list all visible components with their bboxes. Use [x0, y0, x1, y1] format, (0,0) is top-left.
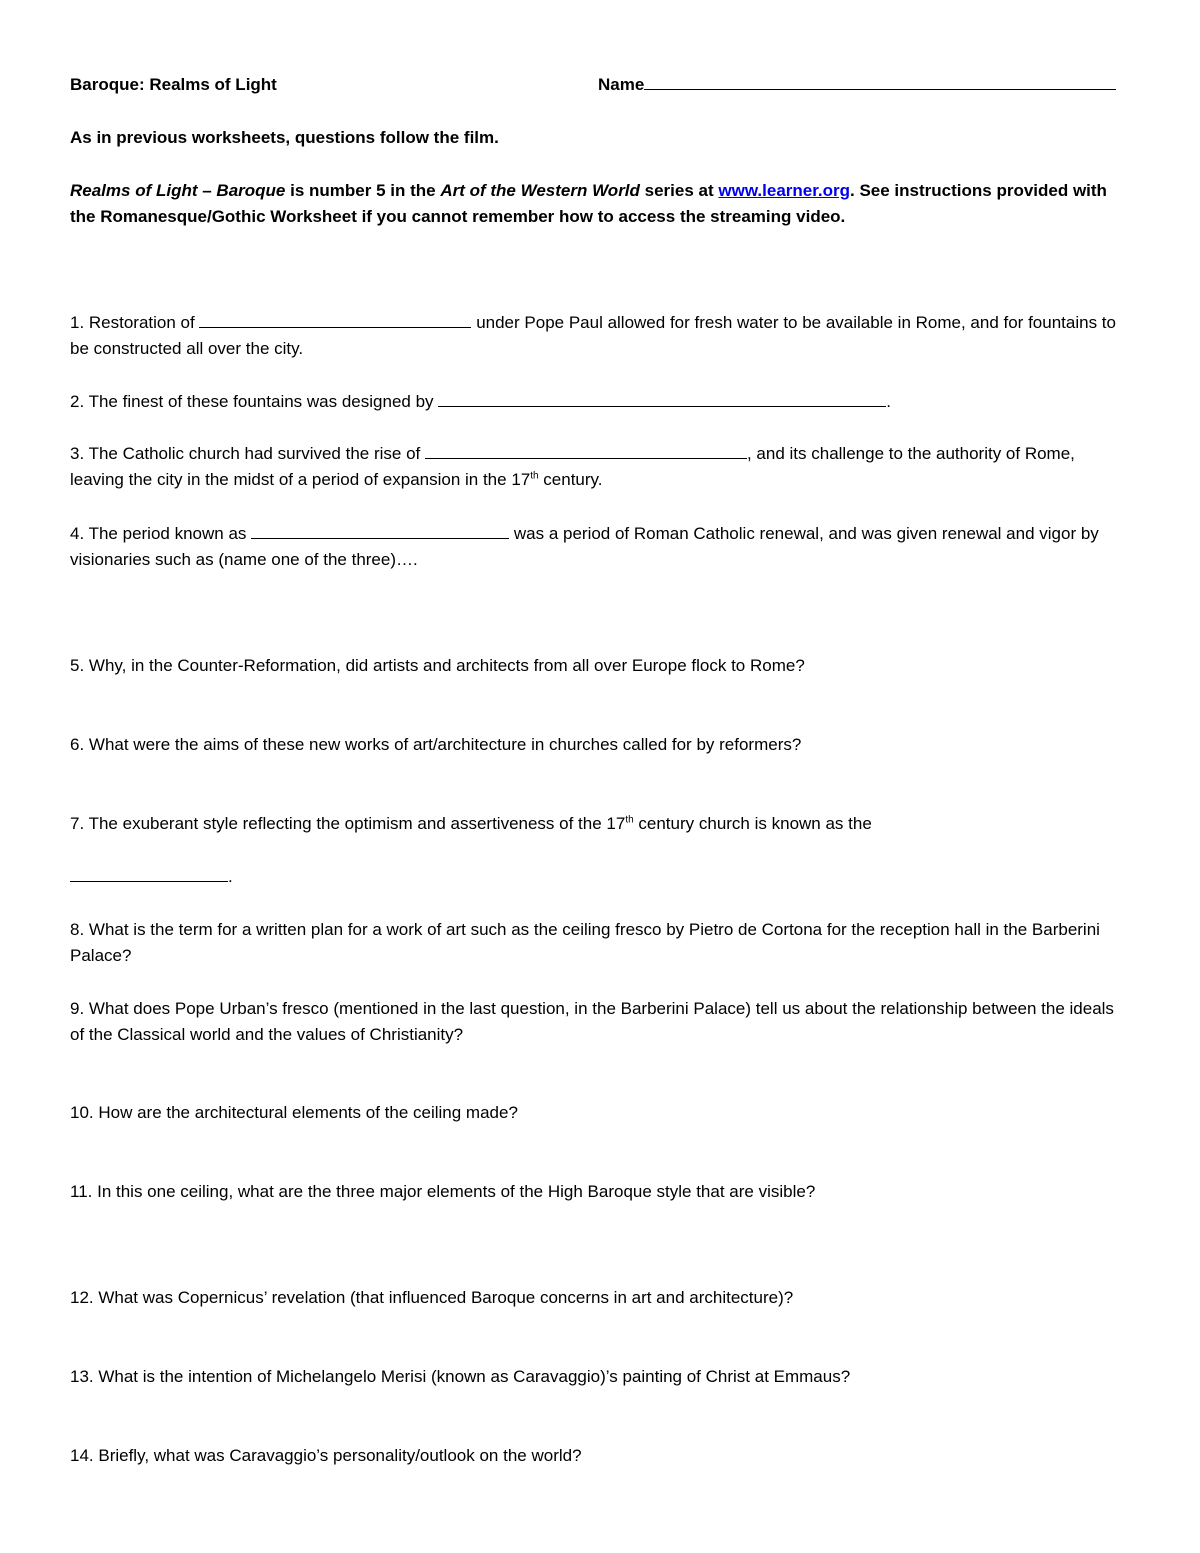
question-9: 9. What does Pope Urban’s fresco (mentioned in the last question, in the Barberini Palace) tell us about the relationship between the ideals of the Classical world and the values of Christianity?	[70, 999, 1114, 1044]
question-5: 5. Why, in the Counter-Reformation, did artists and architects from all over Europe flock to Rome?	[70, 656, 805, 675]
worksheet-title: Baroque: Realms of Light	[70, 75, 277, 94]
intro-line: As in previous worksheets, questions follow the film.	[70, 128, 499, 147]
series-italic: Art of the Western World	[440, 181, 640, 200]
question-8: 8. What is the term for a written plan for a work of art such as the ceiling fresco by Pietro de Cortona for the reception hall in the Barberini Palace?	[70, 920, 1100, 965]
question-1: 1. Restoration of under Pope Paul allowed for fresh water to be available in Rome, and for fountains to be constructed all over the city.	[70, 310, 1132, 362]
intro-paragraph: Realms of Light – Baroque is number 5 in the Art of the Western World series at www.learner.org. See instructions provided with the Romanesque/Gothic Worksheet if you cannot remember how to access the streaming video.	[70, 181, 1107, 226]
question-12: 12. What was Copernicus’ revelation (that influenced Baroque concerns in art and architecture)?	[70, 1288, 794, 1307]
answer-blank-7[interactable]	[70, 864, 228, 882]
answer-blank-1[interactable]	[199, 310, 471, 328]
question-4: 4. The period known as was a period of Roman Catholic renewal, and was given renewal and vigor by visionaries such as (name one of the three)….	[70, 521, 1132, 573]
question-6: 6. What were the aims of these new works of art/architecture in churches called for by reformers?	[70, 735, 802, 754]
question-7: 7. The exuberant style reflecting the optimism and assertiveness of the 17th century church is known as the	[70, 814, 872, 833]
title-italic-2: Baroque	[216, 181, 286, 200]
question-3: 3. The Catholic church had survived the rise of , and its challenge to the authority of Rome, leaving the city in the midst of a period of expansion in the 17th century.	[70, 441, 1132, 493]
answer-blank-4[interactable]	[251, 521, 509, 539]
question-11: 11. In this one ceiling, what are the three major elements of the High Baroque style that are visible?	[70, 1182, 816, 1201]
name-blank[interactable]	[644, 72, 1116, 90]
question-7-answer: .	[70, 864, 233, 890]
answer-blank-3[interactable]	[425, 441, 747, 459]
question-13: 13. What is the intention of Michelangelo Merisi (known as Caravaggio)’s painting of Christ at Emmaus?	[70, 1367, 851, 1386]
question-2: 2. The finest of these fountains was designed by .	[70, 389, 891, 415]
learner-link[interactable]: www.learner.org	[718, 181, 851, 200]
name-label: Name	[598, 75, 645, 94]
title-italic-1: Realms of Light	[70, 181, 198, 200]
question-10: 10. How are the architectural elements of the ceiling made?	[70, 1103, 518, 1122]
name-field	[598, 72, 1116, 98]
answer-blank-2[interactable]	[438, 389, 886, 407]
question-14: 14. Briefly, what was Caravaggio’s personality/outlook on the world?	[70, 1446, 582, 1465]
